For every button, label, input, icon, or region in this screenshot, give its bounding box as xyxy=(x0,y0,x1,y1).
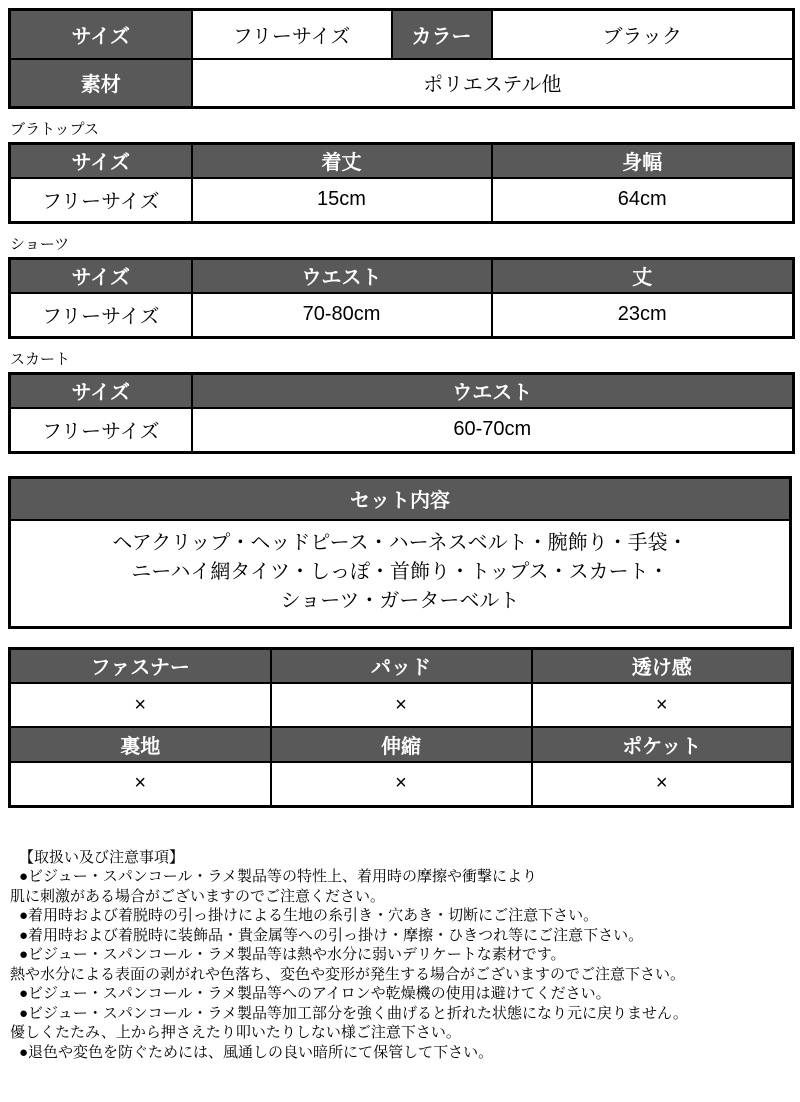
cell-width: 64cm xyxy=(492,178,794,223)
shorts-table xyxy=(8,257,795,339)
spec-color-label: カラー xyxy=(392,10,492,59)
feature-value-pad: × xyxy=(271,683,532,727)
cell-length: 23cm xyxy=(492,293,794,338)
feature-table xyxy=(8,647,794,808)
handling-notes-title: 【取扱い及び注意事項】 xyxy=(10,848,792,868)
handling-note-line: 肌に刺激がある場合がございますのでご注意ください。 xyxy=(10,887,792,907)
feature-value-lining: × xyxy=(10,762,271,806)
handling-note-line: ●ビジュー・スパンコール・ラメ製品等加工部分を強く曲げると折れた状態になり元に戻りません。 xyxy=(10,1004,792,1024)
feature-value-fastener: × xyxy=(10,683,271,727)
spec-size-label: サイズ xyxy=(10,10,192,59)
table-row xyxy=(10,408,794,453)
table-row xyxy=(10,59,794,108)
column-header: 丈 xyxy=(492,259,794,293)
set-contents-table xyxy=(8,476,792,629)
handling-note-line: ●ビジュー・スパンコール・ラメ製品等は熱や水分に弱いデリケートな素材です。 xyxy=(10,945,792,965)
spec-color-value: ブラック xyxy=(492,10,794,59)
column-header: サイズ xyxy=(10,374,192,408)
table-row xyxy=(10,293,794,338)
feature-header-sheerness: 透け感 xyxy=(532,648,793,683)
column-header: サイズ xyxy=(10,144,192,178)
cell-size: フリーサイズ xyxy=(10,408,192,453)
handling-note-line: 熱や水分による表面の剥がれや色落ち、変色や変形が発生する場合がございますのでご注意下さい。 xyxy=(10,965,792,985)
handling-note-line: 優しくたたみ、上から押さえたり叩いたりしない様ご注意下さい。 xyxy=(10,1023,792,1043)
table-row xyxy=(10,259,794,293)
table-row xyxy=(10,144,794,178)
cell-size: フリーサイズ xyxy=(10,293,192,338)
handling-note-line: ●着用時および着脱時に装飾品・貴金属等への引っ掛け・摩擦・ひきつれ等にご注意下さい。 xyxy=(10,926,792,946)
set-contents-line: ショーツ・ガーターベルト xyxy=(15,587,785,616)
section-title-shorts: ショーツ xyxy=(10,236,792,254)
table-row xyxy=(10,10,794,59)
set-contents-line: ニーハイ網タイツ・しっぽ・首飾り・トップス・スカート・ xyxy=(15,558,785,587)
cell-waist: 60-70cm xyxy=(192,408,794,453)
cell-size: フリーサイズ xyxy=(10,178,192,223)
column-header: 着丈 xyxy=(192,144,492,178)
feature-value-pocket: × xyxy=(532,762,793,806)
handling-note-line: ●ビジュー・スパンコール・ラメ製品等へのアイロンや乾燥機の使用は避けてください。 xyxy=(10,984,792,1004)
handling-notes xyxy=(8,848,792,1102)
section-title-skirt: スカート xyxy=(10,351,792,369)
table-row xyxy=(10,520,791,628)
table-row xyxy=(10,762,793,806)
column-header: ウエスト xyxy=(192,374,794,408)
set-contents-title: セット内容 xyxy=(10,478,791,520)
column-header: ウエスト xyxy=(192,259,492,293)
feature-header-fastener: ファスナー xyxy=(10,648,271,683)
cell-waist: 70-80cm xyxy=(192,293,492,338)
handling-note-line: ●着用時および着脱時の引っ掛けによる生地の糸引き・穴あき・切断にご注意下さい。 xyxy=(10,906,792,926)
table-row xyxy=(10,374,794,408)
feature-header-lining: 裏地 xyxy=(10,727,271,762)
handling-note-line: ●ビジュー・スパンコール・ラメ製品等の特性上、着用時の摩擦や衝撃により xyxy=(10,867,792,887)
section-title-bra-tops: ブラトップス xyxy=(10,121,792,139)
feature-header-stretch: 伸縮 xyxy=(271,727,532,762)
feature-value-sheerness: × xyxy=(532,683,793,727)
spec-size-value: フリーサイズ xyxy=(192,10,392,59)
set-contents-line: ヘアクリップ・ヘッドピース・ハーネスベルト・腕飾り・手袋・ xyxy=(15,529,785,558)
cell-length: 15cm xyxy=(192,178,492,223)
table-row xyxy=(10,683,793,727)
product-spec-table xyxy=(8,8,795,109)
column-header: サイズ xyxy=(10,259,192,293)
table-row xyxy=(10,478,791,520)
spec-material-value: ポリエステル他 xyxy=(192,59,794,108)
table-row xyxy=(10,178,794,223)
bra-tops-table xyxy=(8,142,795,224)
table-row xyxy=(10,648,793,683)
column-header: 身幅 xyxy=(492,144,794,178)
table-row xyxy=(10,727,793,762)
spec-material-label: 素材 xyxy=(10,59,192,108)
feature-value-stretch: × xyxy=(271,762,532,806)
set-contents-body xyxy=(10,520,791,628)
handling-note-line: ●退色や変色を防ぐためには、風通しの良い暗所にて保管して下さい。 xyxy=(10,1043,792,1063)
feature-header-pocket: ポケット xyxy=(532,727,793,762)
skirt-table xyxy=(8,372,795,454)
feature-header-pad: パッド xyxy=(271,648,532,683)
